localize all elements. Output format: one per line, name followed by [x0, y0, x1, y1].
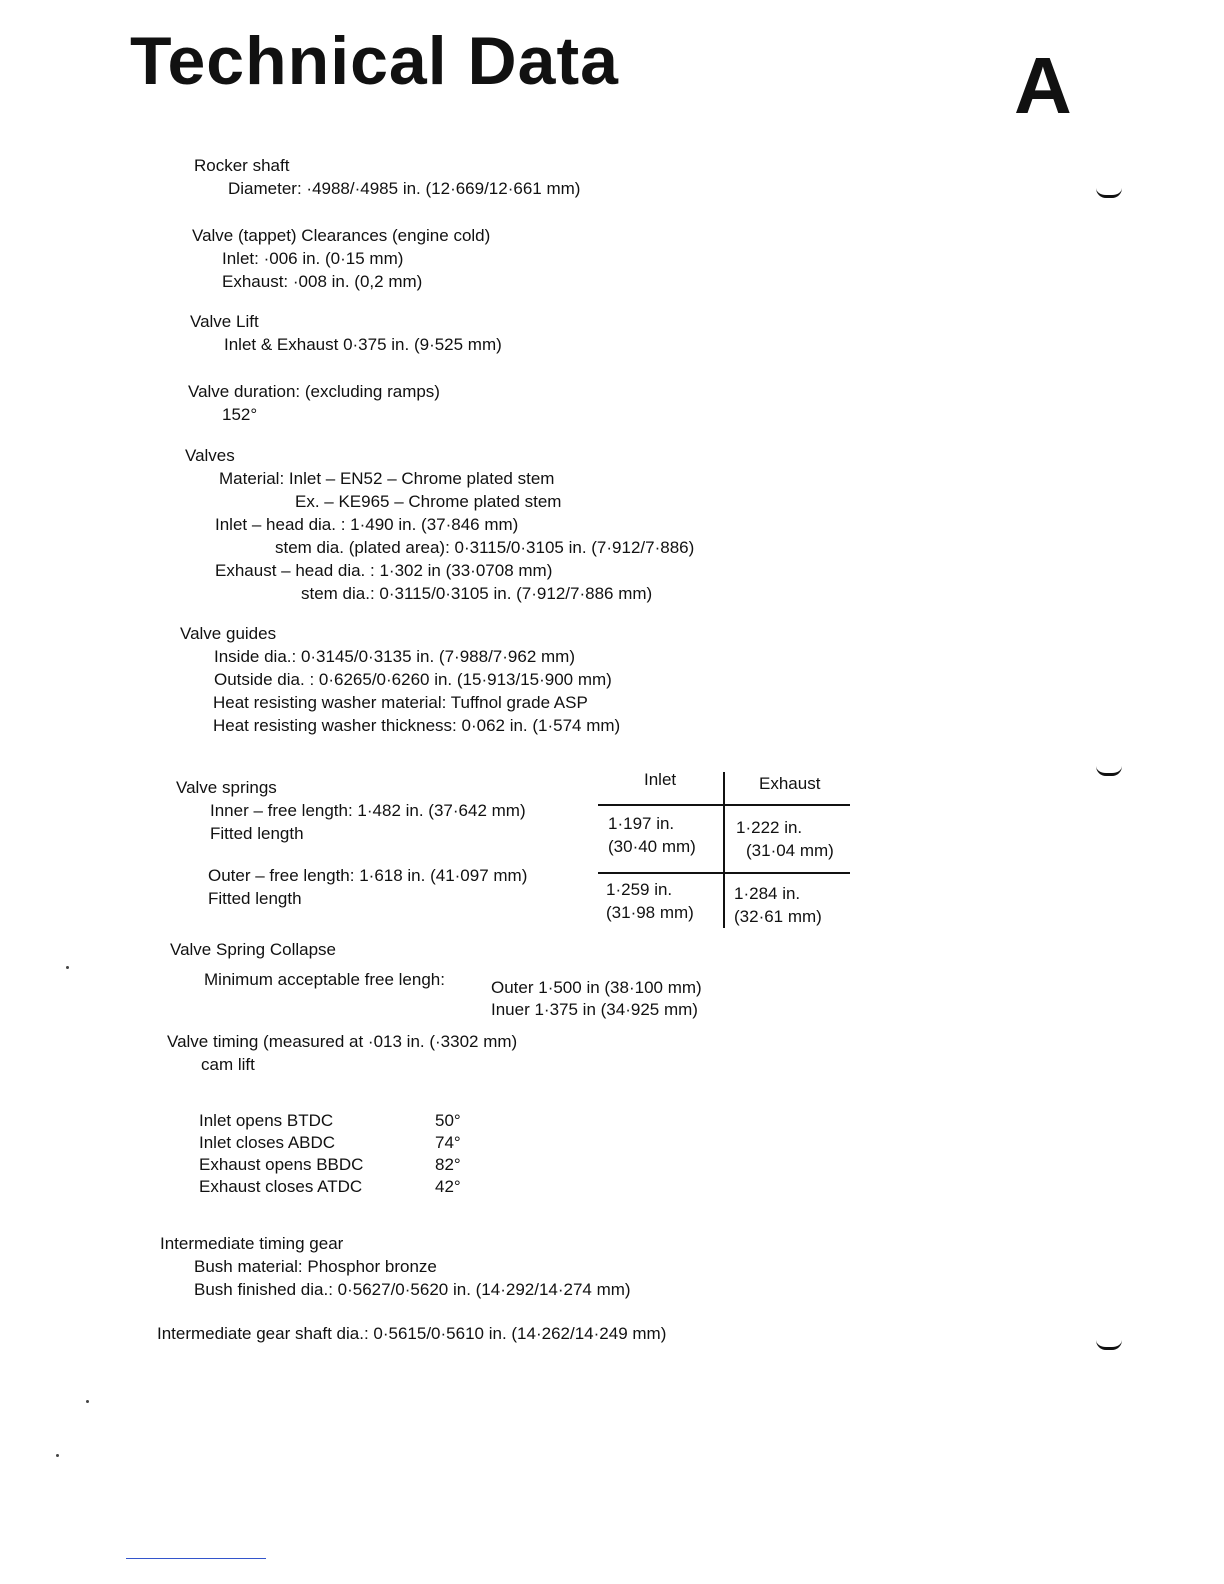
scan-speck: [56, 1454, 59, 1457]
timing-angle: 42°: [435, 1177, 461, 1196]
rocker-shaft-diameter: Diameter: ·4988/·4985 in. (12·669/12·661 mm): [228, 179, 581, 198]
valves-inlet-head: Inlet – head dia. : 1·490 in. (37·846 mm): [215, 515, 519, 534]
valve-timing-section: [167, 1030, 517, 1076]
table-divider: [598, 872, 850, 874]
bush-material: Bush material: Phosphor bronze: [194, 1257, 437, 1276]
timing-row: [199, 1132, 461, 1154]
guides-inside-dia: Inside dia.: 0·3145/0·3135 in. (7·988/7·962 mm): [214, 647, 575, 666]
springs-inner-free: Inner – free length: 1·482 in. (37·642 mm): [210, 801, 526, 820]
spring-fitted-length-table: [598, 766, 850, 928]
table-cell: (30·40 mm): [608, 837, 696, 856]
guides-outside-dia: Outside dia. : 0·6265/0·6260 in. (15·913/15·900 mm): [214, 670, 612, 689]
valve-clearances-section: [192, 224, 490, 293]
valve-lift-section: [190, 310, 502, 356]
margin-mark: [1096, 1340, 1122, 1350]
timing-angle: 82°: [435, 1155, 461, 1174]
table-cell: (31·04 mm): [746, 841, 834, 860]
column-header-inlet: Inlet: [644, 770, 677, 789]
scan-edge-line: [126, 1558, 266, 1559]
intermediate-shaft-dia: Intermediate gear shaft dia.: 0·5615/0·5610 in. (14·262/14·249 mm): [157, 1324, 667, 1343]
section-heading: Valve Lift: [190, 312, 259, 331]
spring-collapse-outer: Outer 1·500 in (38·100 mm): [491, 978, 702, 997]
guides-washer-thickness: Heat resisting washer thickness: 0·062 in. (1·574 mm): [213, 716, 621, 735]
valves-section: [185, 444, 694, 605]
scan-speck: [86, 1400, 89, 1403]
scan-speck: [66, 966, 69, 969]
timing-row: [199, 1176, 461, 1198]
timing-angle: 50°: [435, 1111, 461, 1130]
spring-collapse-label: Minimum acceptable free lengh:: [204, 970, 445, 989]
springs-outer-free: Outer – free length: 1·618 in. (41·097 mm): [208, 866, 528, 885]
springs-outer-fitted: Fitted length: [208, 889, 302, 908]
margin-mark: [1096, 188, 1122, 198]
valve-timing-sub: cam lift: [201, 1055, 255, 1074]
timing-row: [199, 1154, 461, 1176]
timing-angle: 74°: [435, 1133, 461, 1152]
valves-material-exhaust: Ex. – KE965 – Chrome plated stem: [295, 492, 562, 511]
section-heading: Valve (tappet) Clearances (engine cold): [192, 226, 491, 245]
section-heading: Valves: [185, 446, 235, 465]
valves-exhaust-stem: stem dia.: 0·3115/0·3105 in. (7·912/7·886 mm): [301, 584, 653, 603]
spring-collapse-inner: Inuer 1·375 in (34·925 mm): [491, 1000, 698, 1019]
timing-row: [199, 1110, 461, 1132]
springs-inner-fitted: Fitted length: [210, 824, 304, 843]
table-cell: (32·61 mm): [734, 907, 822, 926]
valves-inlet-stem: stem dia. (plated area): 0·3115/0·3105 in. (7·912/7·886): [275, 538, 695, 557]
clearance-exhaust: Exhaust: ·008 in. (0,2 mm): [222, 272, 423, 291]
table-cell: 1·197 in.: [608, 814, 675, 833]
table-cell: 1·222 in.: [736, 818, 803, 837]
page-title: Technical Data: [130, 23, 619, 99]
section-heading: Rocker shaft: [194, 156, 290, 175]
timing-event: Inlet opens BTDC: [199, 1111, 334, 1130]
table-divider: [598, 804, 850, 806]
timing-event: Inlet closes ABDC: [199, 1133, 336, 1152]
bush-finished-dia: Bush finished dia.: 0·5627/0·5620 in. (14·292/14·274 mm): [194, 1280, 631, 1299]
timing-event: Exhaust opens BBDC: [199, 1155, 364, 1174]
section-heading: Valve duration: (excluding ramps): [188, 382, 440, 401]
section-heading: Valve springs: [176, 778, 277, 797]
timing-event: Exhaust closes ATDC: [199, 1177, 363, 1196]
clearance-inlet: Inlet: ·006 in. (0·15 mm): [222, 249, 404, 268]
table-cell: (31·98 mm): [606, 903, 694, 922]
table-cell: 1·284 in.: [734, 884, 801, 903]
intermediate-gear-section: [160, 1232, 631, 1301]
valve-lift-value: Inlet & Exhaust 0·375 in. (9·525 mm): [224, 335, 502, 354]
section-heading: Valve timing (measured at ·013 in. (·3302 mm): [167, 1032, 518, 1051]
valve-guides-section: [180, 622, 620, 737]
table-cell: 1·259 in.: [606, 880, 673, 899]
guides-washer-material: Heat resisting washer material: Tuffnol grade ASP: [213, 693, 588, 712]
valve-springs-section: [176, 776, 527, 910]
column-header-exhaust: Exhaust: [759, 774, 821, 793]
section-heading: Valve guides: [180, 624, 277, 643]
valve-duration-section: [188, 380, 440, 426]
valves-material-inlet: Material: Inlet – EN52 – Chrome plated stem: [219, 469, 555, 488]
margin-mark: [1096, 766, 1122, 776]
spring-collapse-heading: Valve Spring Collapse: [170, 940, 336, 959]
valve-duration-value: 152°: [222, 405, 258, 424]
valve-timing-table: [199, 1110, 461, 1198]
table-divider: [723, 772, 725, 928]
rocker-shaft-section: [194, 154, 580, 200]
valves-exhaust-head: Exhaust – head dia. : 1·302 in (33·0708 mm): [215, 561, 553, 580]
section-letter: A: [1014, 41, 1072, 130]
section-heading: Intermediate timing gear: [160, 1234, 344, 1253]
